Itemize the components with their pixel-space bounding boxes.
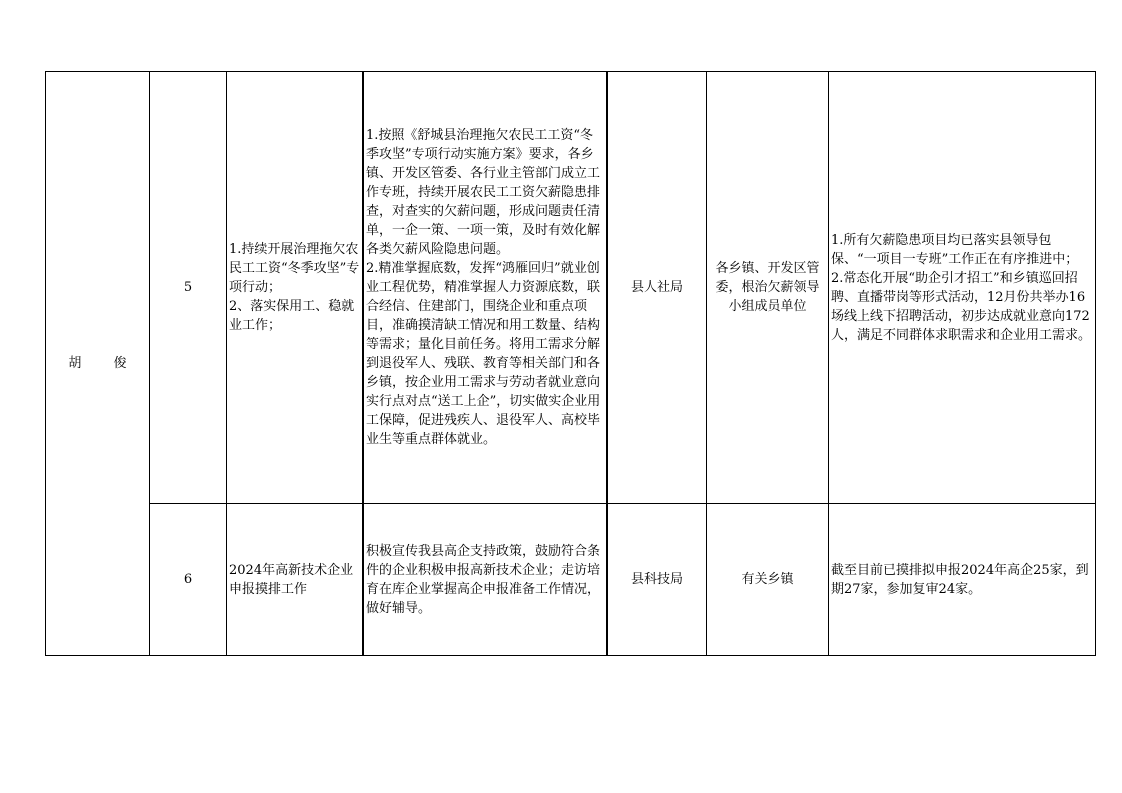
table-row <box>46 504 1096 656</box>
progress-cell: 截至目前已摸排拟申报2024年高企25家，到期27家，参加复审24家。 <box>829 504 1096 656</box>
responsible-cell: 有关乡镇 <box>707 504 829 656</box>
measures-cell: 1.按照《舒城县治理拖欠农民工工资“冬季攻坚”专项行动实施方案》要求，各乡镇、开发区管委、各行业主管部门成立工作专班，持续开展农民工工资欠薪隐患排查，对查实的欠薪问题，形成问题责任清单，一企一策、一项一策，及时有效化解各类欠薪风险隐患问题。 2.精准掌握底数，发挥“鸿雁回归”就业创业工程优势，精准掌握人力资源底数，联合经信、住建部门，围绕企业和重点项目，准确摸清缺工情况和用工数量、结构等需求；量化目前任务。将用工需求分解到退役军人、残联、教育等相关部门和各乡镇，按企业用工需求与劳动者就业意向实行点对点“送工上企”，切实做实企业用工保障，促进残疾人、退役军人、高校毕业生等重点群体就业。 <box>363 72 607 504</box>
task-cell: 1.持续开展治理拖欠农民工工资“冬季攻坚”专项行动； 2、落实保用工、稳就业工作； <box>227 72 364 504</box>
progress-cell: 1.所有欠薪隐患项目均已落实县领导包保、“一项目一专班”工作正在有序推进中； 2.常态化开展“助企引才招工”和乡镇巡回招聘、直播带岗等形式活动，12月份共举办16场线上线下招聘活动，初步达成就业意向172人，满足不同群体求职需求和企业用工需求。 <box>829 72 1096 504</box>
table-row <box>46 72 1096 504</box>
row-number: 5 <box>150 72 227 504</box>
responsible-cell: 各乡镇、开发区管委，根治欠薪领导小组成员单位 <box>707 72 829 504</box>
leader-cell: 胡 俊 <box>46 72 150 656</box>
lead-unit-cell: 县人社局 <box>607 72 707 504</box>
row-number: 6 <box>150 504 227 656</box>
lead-unit-cell: 县科技局 <box>607 504 707 656</box>
measures-cell: 积极宣传我县高企支持政策，鼓励符合条件的企业积极申报高新技术企业；走访培育在库企业掌握高企申报准备工作情况，做好辅导。 <box>363 504 607 656</box>
work-table <box>45 71 1096 656</box>
task-cell: 2024年高新技术企业申报摸排工作 <box>227 504 364 656</box>
